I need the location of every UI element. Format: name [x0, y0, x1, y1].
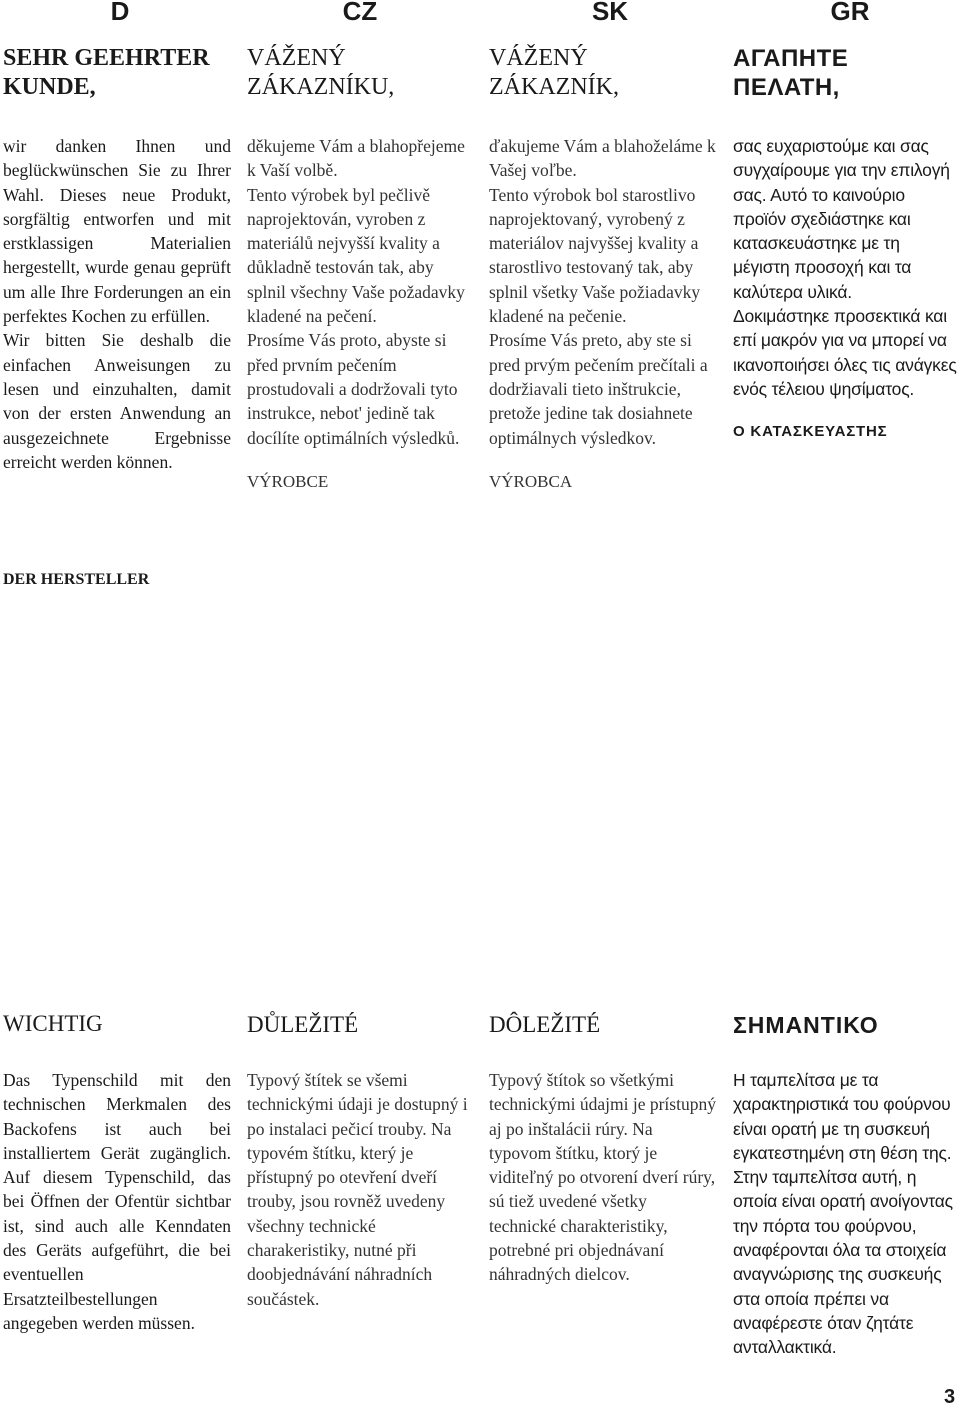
intro-gr [733, 134, 957, 440]
lang-header-de: D [110, 0, 130, 26]
lang-header-sk: SK [591, 0, 629, 26]
intro-sk-paragraph-1: ďakujeme Vám a blahoželáme k Vašej voľbe. [489, 136, 716, 181]
signature-sk: VÝROBCA [489, 471, 573, 491]
important-sk-text: Typový štítok so všetkými technickými údajmi je prístupný aj po inštalácii rúry. Na typovom štítku, ktorý je viditeľný po otvorení dverí rúry, sú tiež uvedené všetky technické charakteristiky, potrebné pri objednávaní náhradných dielcov. [489, 1070, 716, 1285]
important-title-gr: ΣΗΜΑΝΤΙΚΟ [733, 1012, 879, 1038]
greeting-sk: VÁŽENÝ ZÁKAZNÍK, [489, 45, 619, 100]
lang-header-gr: GR [830, 0, 870, 26]
intro-de-paragraph-1: wir danken Ihnen und beglückwünschen Sie zu Ihrer Wahl. Dieses neue Produkt, sorgfältig entworfen und mit erstklassigen Materialien hergestellt, wurde genau geprüft um alle Ihre Forderungen an ein perfektes Kochen zu erfüllen. [3, 136, 231, 327]
important-sk [489, 1068, 717, 1287]
important-gr [733, 1068, 957, 1360]
signature-gr: Ο ΚΑΤΑΣΚΕΥΑΣΤΗΣ [733, 423, 888, 441]
intro-cz-paragraph-2: Tento výrobek byl pečlivě naprojektován, vyroben z materiálů nejvyšší kvality a důkladně testován tak, aby splnil všechny Vaše požadavky kladené na pečení. [247, 184, 465, 327]
intro-sk-paragraph-3: Prosíme Vás preto, aby ste si pred prvým pečením prečítali a dodržiavali tieto inštrukcie, pretože jedine tak dosiahnete optimálnych výsledkov. [489, 330, 708, 448]
greeting-gr: ΑΓΑΠΗΤΕ ΠΕΛΑΤΗ, [733, 45, 849, 101]
intro-sk-paragraph-2: Tento výrobok bol starostlivo naprojektovaný, vyrobený z materiálov najvyššej kvality a starostlivo testovaný tak, aby splnil všetky Vaše požiadavky kladené na pečenie. [489, 184, 701, 327]
intro-cz-paragraph-1: děkujeme Vám a blahopřejeme k Vaší volbě. [247, 136, 465, 181]
important-title-sk: DÔLEŽITÉ [489, 1012, 601, 1037]
important-gr-text: Η ταμπελίτσα με τα χαρακτηριστικά του φούρνου είναι ορατή με τη συσκευή εγκατεστημένη στη θέση της. Στην ταμπελίτσα αυτή, η οποία είναι ορατή ανοίγοντας την πόρτα του φούρνου, αναφέρονται όλα τα στοιχεία αναγνώρισης της συσκευής στα οποία πρέπει να αναφέρεστε όταν ζητάτε ανταλλακτικά. [733, 1070, 953, 1358]
important-de [3, 1068, 231, 1335]
page-number: 3 [944, 1386, 956, 1408]
intro-gr-paragraph-2: Δοκιμάστηκε προσεκτικά και επί μακρόν για να μπορεί να ικανοποιήσει όλες τις ανάγκες ενός τέλειου ψησίματος. [733, 306, 957, 399]
intro-cz-paragraph-3: Prosíme Vás proto, abyste si před prvním pečením prostudovali a dodržovali tyto instrukce, nebot' jedině tak docílíte optimálních výsledků. [247, 330, 460, 448]
intro-sk [489, 134, 717, 492]
intro-de [3, 134, 231, 474]
intro-de-paragraph-2: Wir bitten Sie deshalb die einfachen Anweisungen zu lesen und einzuhalten, damit von der ersten Anwendung an ausgezeichnete Ergebnisse erreicht werden können. [3, 330, 231, 472]
lang-header-cz: CZ [342, 0, 378, 26]
important-title-de: WICHTIG [3, 1011, 103, 1036]
intro-gr-paragraph-1: σας ευχαριστούμε και σας συγχαίρουμε για την επιλογή σας. Αυτό το καινούριο προϊόν σχεδιάστηκε και κατασκευάστηκε με τη μέγιστη προσοχή και τα καλύτερα υλικά. [733, 136, 950, 302]
important-cz-text: Typový štítek se všemi technickými údaji je dostupný i po instalaci pečicí trouby. Na typovém štítku, který je přístupný po otevření dveří trouby, jsou rovněž uvedeny všechny technické charakeristiky, nutné při doobjednávání náhradních součástek. [247, 1070, 468, 1309]
signature-cz: VÝROBCE [247, 471, 329, 491]
important-cz [247, 1068, 475, 1311]
intro-cz [247, 134, 475, 492]
greeting-de: SEHR GEEHRTER KUNDE, [3, 45, 210, 100]
important-title-cz: DŮLEŽITÉ [247, 1012, 359, 1037]
important-de-text: Das Typenschild mit den technischen Merkmalen des Backofens ist auch bei installiertem Gerät zugänglich. Auf diesem Typenschild, das bei Öffnen der Ofentür sichtbar ist, sind auch alle Kenndaten des Geräts aufgeführt, die bei eventuellen Ersatzteilbestellungen angegeben werden müssen. [3, 1070, 231, 1333]
signature-de: DER HERSTELLER [3, 571, 150, 588]
greeting-cz: VÁŽENÝ ZÁKAZNÍKU, [247, 45, 395, 100]
